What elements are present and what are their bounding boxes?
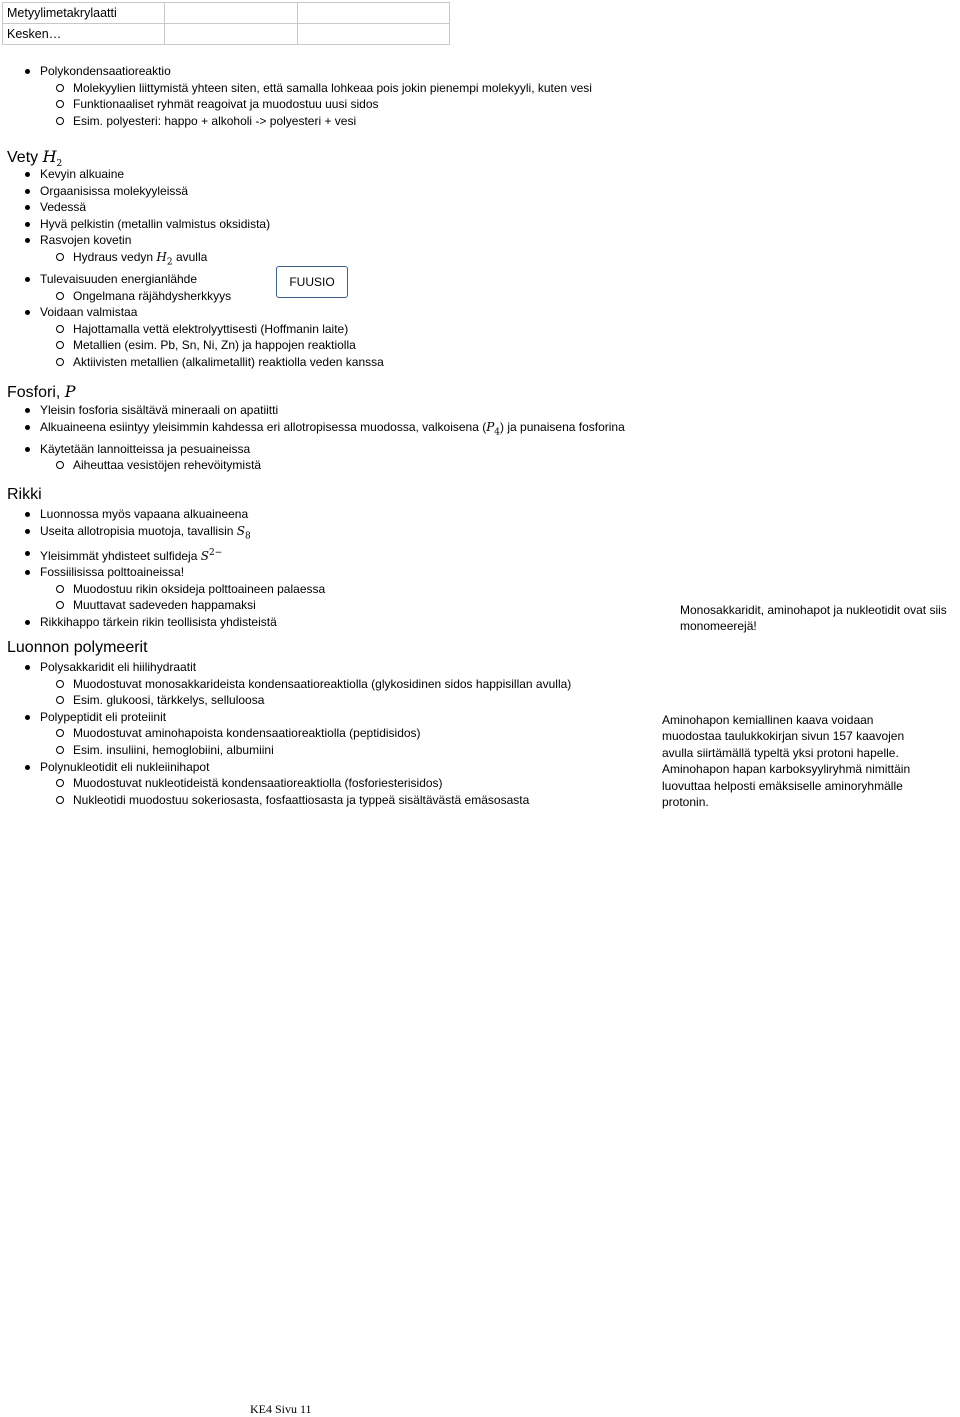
list-subitem: Aiheuttaa vesistöjen rehevöitymistä	[73, 458, 262, 473]
side-note-monomers: Monosakkaridit, aminohapot ja nukleotidit ovat siis monomeerejä!	[680, 603, 947, 634]
list-subitem: Muodostuu rikin oksideja polttoaineen palaessa	[73, 581, 326, 596]
list-subitem: Funktionaaliset ryhmät reagoivat ja muodostuu uusi sidos	[73, 97, 379, 112]
list-subitem: Nukleotidi muodostuu sokeriosasta, fosfaattiosasta ja typpeä sisältävästä emäsosasta	[73, 792, 530, 807]
section-heading-fosfori: Fosfori, P	[7, 382, 76, 401]
polymeerit-section	[0, 659, 660, 808]
list-item: Voidaan valmistaa Hajottamalla vettä elektrolyyttisesti (Hoffmanin laite) Metallien (esim. Pb, Sn, Ni, Zn) ja happojen reaktiolla Aktiivisten metallien (alkalimetallit) reaktiolla veden kanssa	[0, 304, 660, 370]
list-subitem: Molekyylien liittymistä yhteen siten, että samalla lohkeaa pois jokin pienempi molekyyli, kuten vesi	[73, 80, 592, 95]
section-heading-vety: Vety $H_2$	[7, 147, 63, 170]
list-item: Fossiilisissa polttoaineissa! Muodostuu rikin oksideja polttoaineen palaessa Muuttavat sadeveden happamaksi	[0, 564, 660, 614]
list-item: Polysakkaridit eli hiilihydraatit Muodostuvat monosakkarideista kondensaatioreaktiolla (glykosidinen sidos happisillan avulla) Esim. glukoosi, tärkkelys, selluloosa	[0, 659, 660, 709]
list-item: Kevyin alkuaine	[40, 167, 125, 181]
list-item: Orgaanisissa molekyyleissä	[40, 183, 189, 198]
list-item: Tulevaisuuden energianlähde Ongelmana räjähdysherkkyys	[0, 271, 660, 304]
list-item: Yleisimmät yhdisteet sulfideja $S^{2-}$	[40, 547, 223, 563]
page-footer: KE4 Sivu 11	[250, 1402, 312, 1416]
page-status: Kesken…	[3, 24, 165, 45]
list-subitem: Hajottamalla vettä elektrolyyttisesti (Hoffmanin laite)	[73, 321, 349, 336]
fuusio-box: FUUSIO	[276, 266, 348, 298]
fosfori-section	[0, 402, 660, 474]
list-subitem: Muuttavat sadeveden happamaksi	[73, 598, 256, 613]
list-subitem: Ongelmana räjähdysherkkyys	[73, 288, 232, 303]
list-subitem: Hydraus vedyn $H_2$ avulla	[73, 249, 208, 268]
list-item: Hyvä pelkistin (metallin valmistus oksidista)	[40, 216, 271, 231]
list-subitem: Muodostuvat nukleotideistä kondensaatioreaktiolla (fosforiesterisidos)	[73, 776, 443, 791]
list-item: Käytetään lannoitteissa ja pesuaineissa Aiheuttaa vesistöjen rehevöitymistä	[0, 441, 660, 474]
list-subitem: Esim. polyesteri: happo + alkoholi -> polyesteri + vesi	[73, 113, 357, 128]
list-item: Rasvojen kovetin Hydraus vedyn $H_2$ avulla	[0, 232, 660, 271]
list-item: Alkuaineena esiintyy yleisimmin kahdessa eri allotropisessa muodossa, valkoisena $(P_4)$ ja punaisena fosforina	[40, 419, 625, 437]
list-subitem: Esim. glukoosi, tärkkelys, selluloosa	[73, 693, 265, 708]
list-item: Polynukleotidit eli nukleiinihapot Muodostuvat nukleotideistä kondensaatioreaktiolla (fosforiesterisidos) Nukleotidi muodostuu sokeriosasta, fosfaattiosasta ja typpeä sisältävästä emäsosasta	[0, 759, 660, 809]
polycondensation-section	[0, 63, 660, 129]
list-item: Useita allotropisia muotoja, tavallisin $S_8$	[40, 523, 251, 541]
header-cell-empty	[165, 3, 298, 24]
list-subitem: Muodostuvat aminohapoista kondensaatioreaktiolla (peptidisidos)	[73, 726, 421, 741]
header-table	[2, 2, 450, 45]
list-item: Polypeptidit eli proteiinit Muodostuvat aminohapoista kondensaatioreaktiolla (peptidisidos) Esim. insuliini, hemoglobiini, albumiini	[0, 709, 660, 759]
page-title: Metyylimetakrylaatti	[3, 3, 165, 24]
side-note-aminohappo: Aminohapon kemiallinen kaava voidaan muodostaa taulukkokirjan sivun 157 kaavojen avulla siirtämällä typeltä yksi protoni hapelle. Aminohapon hapan karboksyyliryhmä nimittäin luovuttaa helposti emäksiselle aminoryhmälle protonin.	[662, 713, 911, 810]
list-subitem: Aktiivisten metallien (alkalimetallit) reaktiolla veden kanssa	[73, 354, 384, 369]
header-cell-empty	[298, 3, 450, 24]
rikki-section	[0, 506, 660, 631]
header-cell-empty	[298, 24, 450, 45]
list-item: Polykondensaatioreaktio Molekyylien liittymistä yhteen siten, että samalla lohkeaa pois jokin pienempi molekyyli, kuten vesi Funktionaaliset ryhmät reagoivat ja muodostuu uusi sidos Esim. polyesteri: happo + alkoholi -> polyesteri + vesi	[0, 63, 660, 129]
header-cell-empty	[165, 24, 298, 45]
list-subitem: Metallien (esim. Pb, Sn, Ni, Zn) ja happojen reaktiolla	[73, 338, 356, 353]
list-item: Luonnossa myös vapaana alkuaineena	[40, 507, 249, 521]
list-subitem: Esim. insuliini, hemoglobiini, albumiini	[73, 742, 274, 757]
list-item: Vedessä	[40, 200, 87, 215]
list-subitem: Muodostuvat monosakkarideista kondensaatioreaktiolla (glykosidinen sidos happisillan avulla)	[73, 676, 572, 691]
section-heading-rikki: Rikki	[7, 486, 42, 503]
list-item: Rikkihappo tärkein rikin teollisista yhdisteistä	[40, 614, 277, 629]
list-item: Yleisin fosforia sisältävä mineraali on apatiitti	[40, 403, 279, 417]
section-heading-polymeerit: Luonnon polymeerit	[7, 639, 148, 656]
